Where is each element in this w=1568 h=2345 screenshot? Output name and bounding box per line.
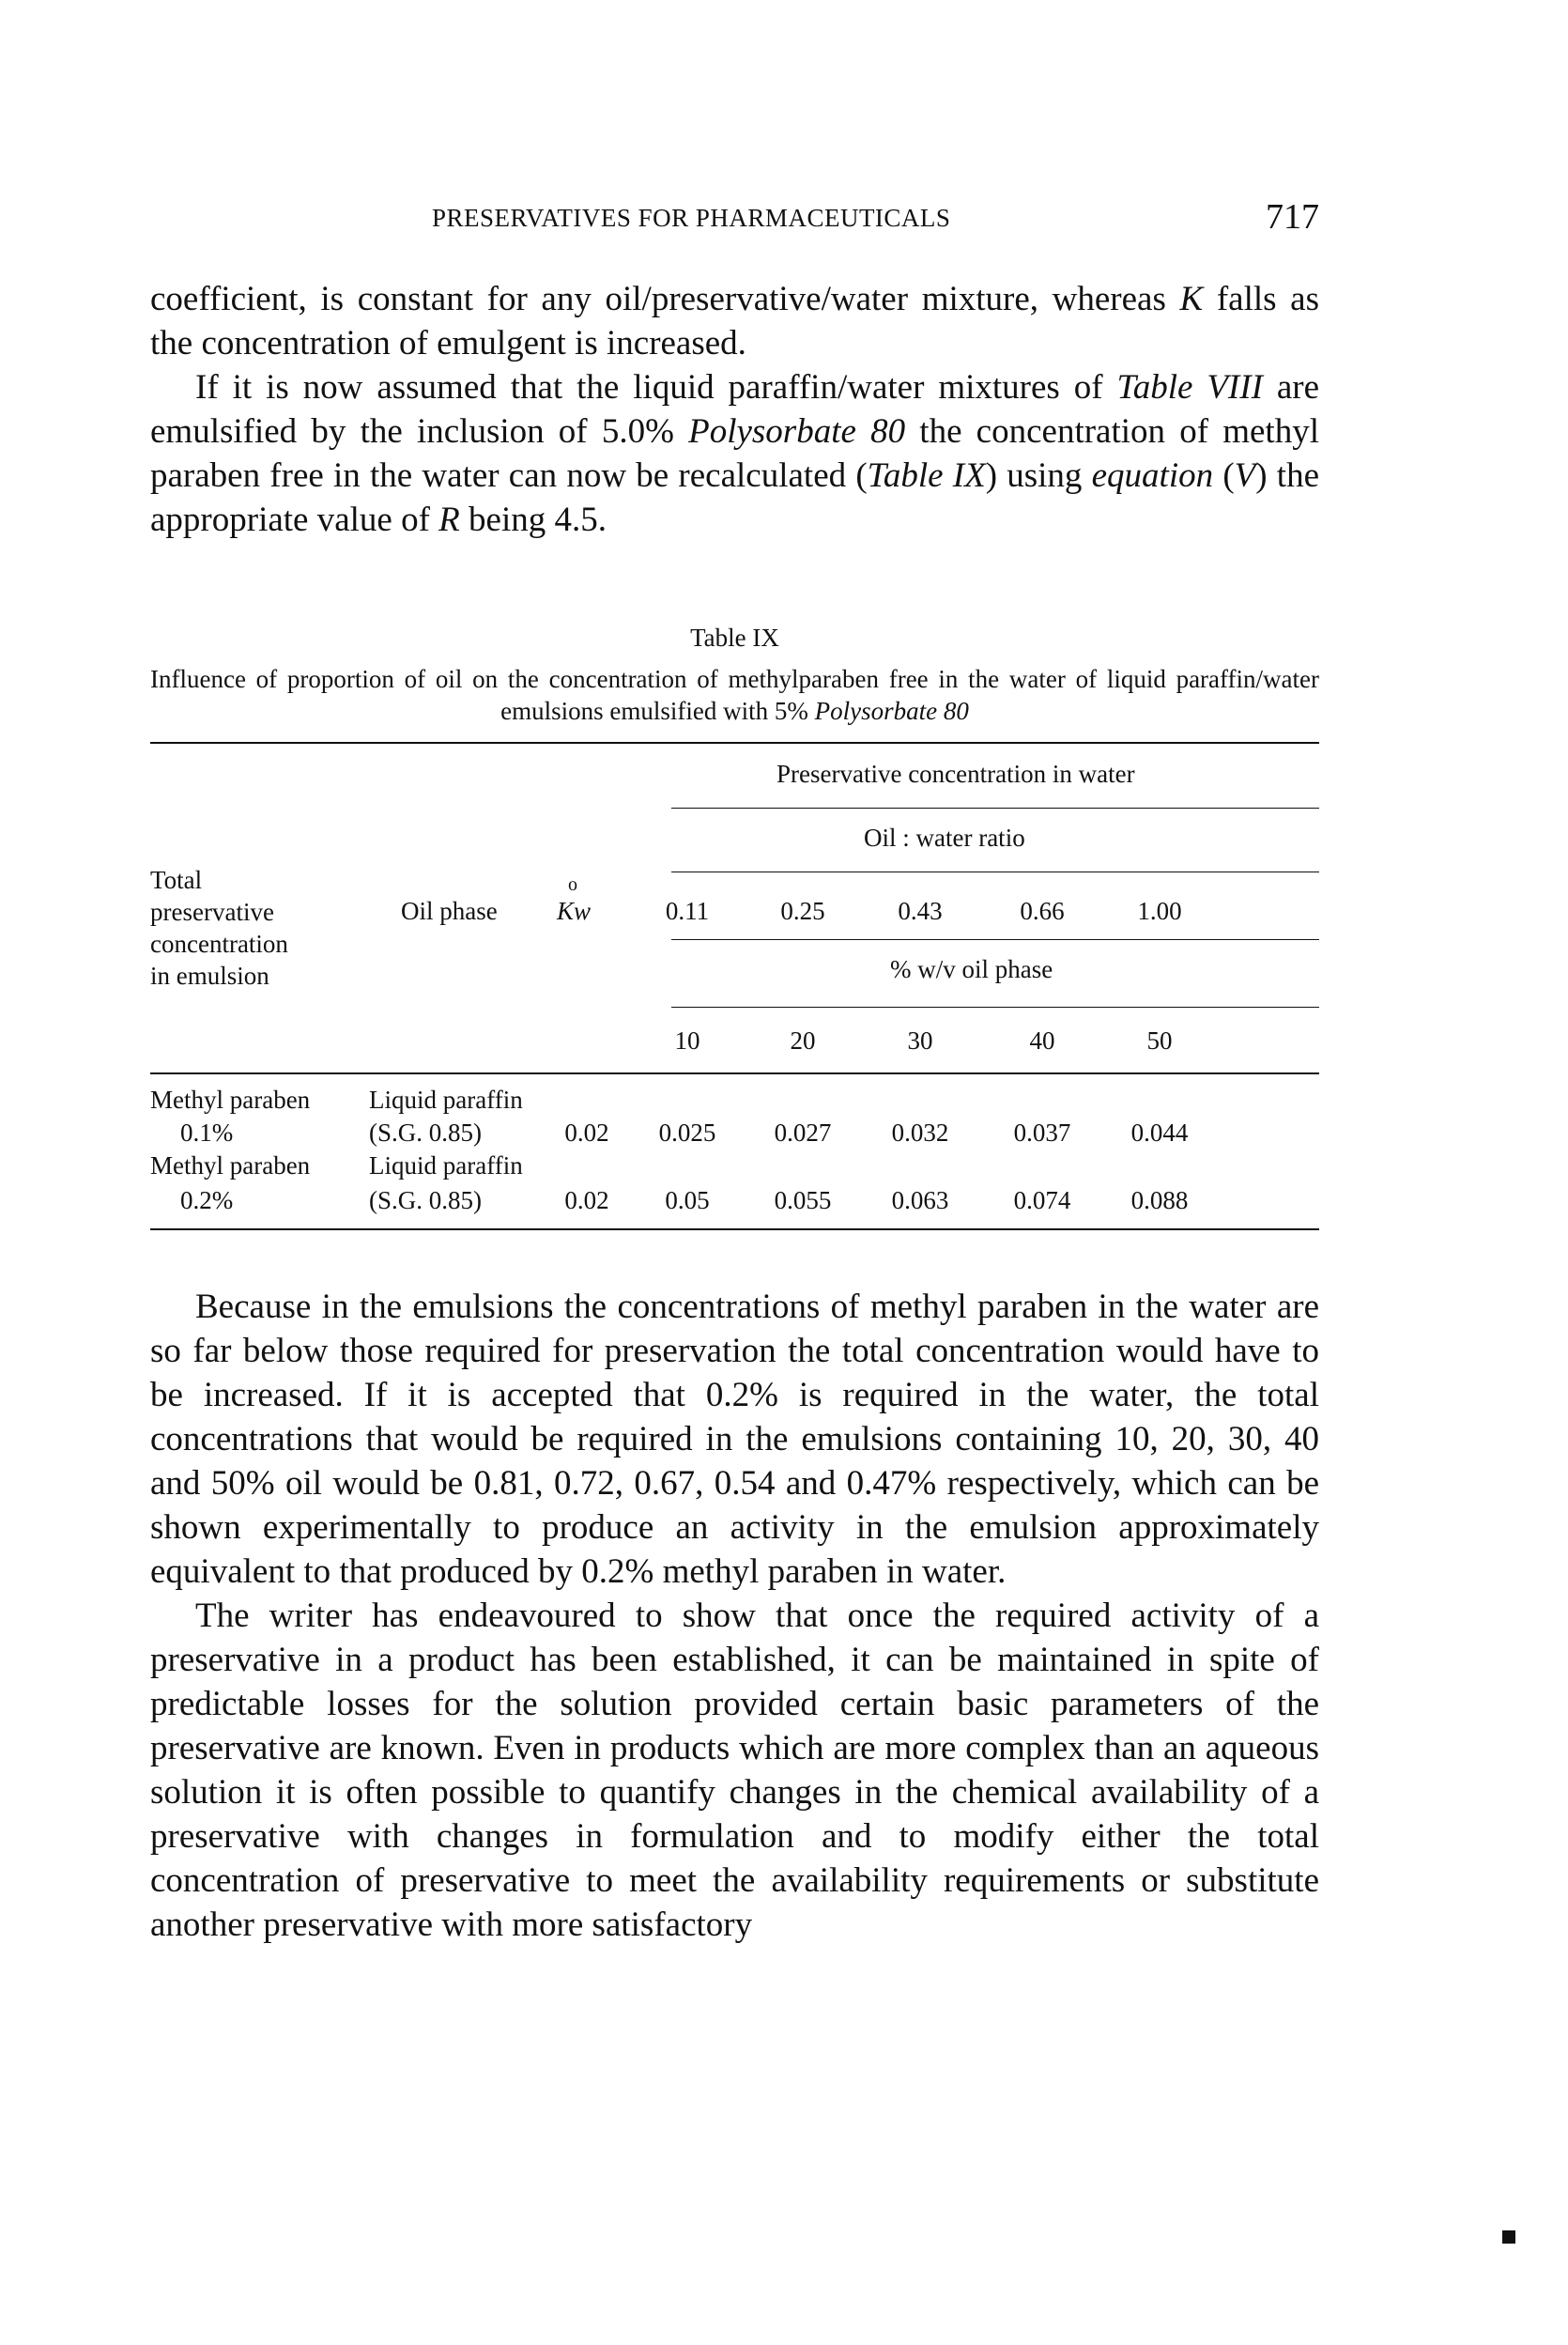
table-cell: 0.044: [1130, 1119, 1189, 1147]
kw-mark: o: [568, 874, 577, 895]
kw-value: 0.02: [564, 1186, 609, 1214]
header-line: Total: [150, 866, 203, 894]
table-cell: 0.055: [774, 1186, 832, 1214]
header-line: concentration: [150, 930, 288, 958]
text-run: (: [1213, 456, 1235, 495]
table-description: [150, 663, 1319, 727]
table-cell: 0.074: [1013, 1186, 1071, 1214]
text-run: the concentration of methyl paraben free in the water can now be recalculated (: [150, 412, 1319, 495]
table-cell: 0.025: [658, 1119, 716, 1147]
header-line: preservative: [150, 898, 274, 926]
preservative-concentration: 0.1%: [180, 1119, 234, 1147]
header-rule: [671, 1007, 1319, 1008]
symbol-r: R: [438, 501, 460, 539]
polysorbate-term: Polysorbate 80: [688, 412, 906, 451]
percent-value: 40: [1029, 1026, 1055, 1055]
preservative-name: Methyl paraben: [150, 1151, 311, 1180]
intro-paragraph-2: [150, 365, 1319, 542]
text-run: If it is now assumed that the liquid paraffin/water mixtures of: [195, 368, 1117, 407]
oil-phase-header: Oil phase: [401, 897, 498, 925]
table-cell: 0.032: [891, 1119, 949, 1147]
table-header-rule: [150, 1072, 1319, 1074]
page-header: [150, 193, 1319, 249]
total-concentration-header: [150, 864, 288, 992]
intro-text: [150, 277, 1319, 542]
table-viii-reference: Table VIII: [1116, 368, 1263, 407]
body-paragraph-1: Because in the emulsions the concentrations of methyl paraben in the water are so far below those required for preservation the total concentration would have to be increased. If it is accepted that 0.2% is required in the water, the total concentrations that would be required in the emulsions containing 10, 20, 30, 40 and 50% oil would be 0.81, 0.72, 0.67, 0.54 and 0.47% respectively, which can be shown experimentally to produce an activity in the emulsion approximately equivalent to that produced by 0.2% methyl paraben in water.: [150, 1288, 1319, 1591]
table-cell: 0.088: [1130, 1186, 1189, 1214]
percent-value: 30: [907, 1026, 933, 1055]
intro-paragraph-1: [150, 277, 1319, 365]
text-run: falls as the concentration of emulgent is increased.: [150, 280, 1319, 363]
header-rule: [671, 939, 1319, 940]
text-run: are emulsified by the inclusion of 5.0%: [150, 368, 1320, 451]
percent-header: % w/v oil phase: [890, 955, 1053, 983]
ratio-value: 0.43: [898, 897, 943, 925]
ratio-header: Oil : water ratio: [864, 824, 1025, 852]
text-run: coefficient, is constant for any oil/preservative/water mixture, whereas: [150, 280, 1180, 318]
table-title: Table IX: [690, 624, 779, 652]
oil-phase-specific-gravity: (S.G. 0.85): [369, 1186, 482, 1214]
text-run: ) using: [985, 456, 1092, 495]
percent-value: 10: [674, 1026, 700, 1055]
oil-phase-specific-gravity: (S.G. 0.85): [369, 1119, 482, 1147]
table-ix-reference: Table IX: [867, 456, 986, 495]
table-top-rule: [150, 742, 1319, 744]
running-title: PRESERVATIVES FOR PHARMACEUTICALS: [432, 204, 951, 232]
percent-value: 50: [1146, 1026, 1173, 1055]
table-bottom-rule: [150, 1228, 1319, 1230]
kw-value: 0.02: [564, 1119, 609, 1147]
preservative-name: Methyl paraben: [150, 1086, 311, 1114]
page-number: 717: [1266, 197, 1319, 237]
header-rule: [671, 808, 1319, 809]
polysorbate-term: Polysorbate 80: [814, 697, 969, 725]
equation-term: equation: [1091, 456, 1214, 495]
symbol-k: K: [1179, 280, 1204, 318]
text-run: Influence of proportion of oil on the concentration of methylparaben free in the water of liquid paraffin/water emulsions emulsified with 5%: [150, 665, 1319, 725]
kw-header: Kw: [557, 897, 592, 925]
ratio-value: 0.25: [780, 897, 825, 925]
body-paragraph-2: The writer has endeavoured to show that once the required activity of a preservative in a product has been established, it can be maintained in spite of predictable losses for the solution provided certain basic parameters of the preservative are known. Even in products which are more complex than an aqueous solution it is often possible to quantify changes in the chemical availability of a preservative with changes in formulation and to modify either the total concentration of preservative to meet the availability requirements or substitute another preservative with more satisfactory: [150, 1597, 1319, 1944]
text-run: being 4.5.: [459, 501, 607, 539]
end-mark: [1502, 2230, 1515, 2244]
oil-phase-name: Liquid paraffin: [369, 1086, 523, 1114]
oil-phase-name: Liquid paraffin: [369, 1151, 523, 1180]
equation-number: V: [1234, 456, 1256, 495]
table-cell: 0.05: [665, 1186, 710, 1214]
ratio-value: 0.66: [1020, 897, 1065, 925]
group-header: Preservative concentration in water: [776, 760, 1135, 788]
data-table: [150, 742, 1319, 1230]
preservative-concentration: 0.2%: [180, 1186, 234, 1214]
table-cell: 0.063: [891, 1186, 949, 1214]
ratio-value: 0.11: [665, 897, 710, 925]
header-line: in emulsion: [150, 962, 269, 990]
ratio-value: 1.00: [1137, 897, 1182, 925]
body-text: [150, 1285, 1319, 1947]
percent-value: 20: [790, 1026, 816, 1055]
table-cell: 0.037: [1013, 1119, 1071, 1147]
table-cell: 0.027: [774, 1119, 832, 1147]
text-run: ) the appropriate value of: [150, 456, 1320, 539]
table-caption: [150, 622, 1319, 727]
